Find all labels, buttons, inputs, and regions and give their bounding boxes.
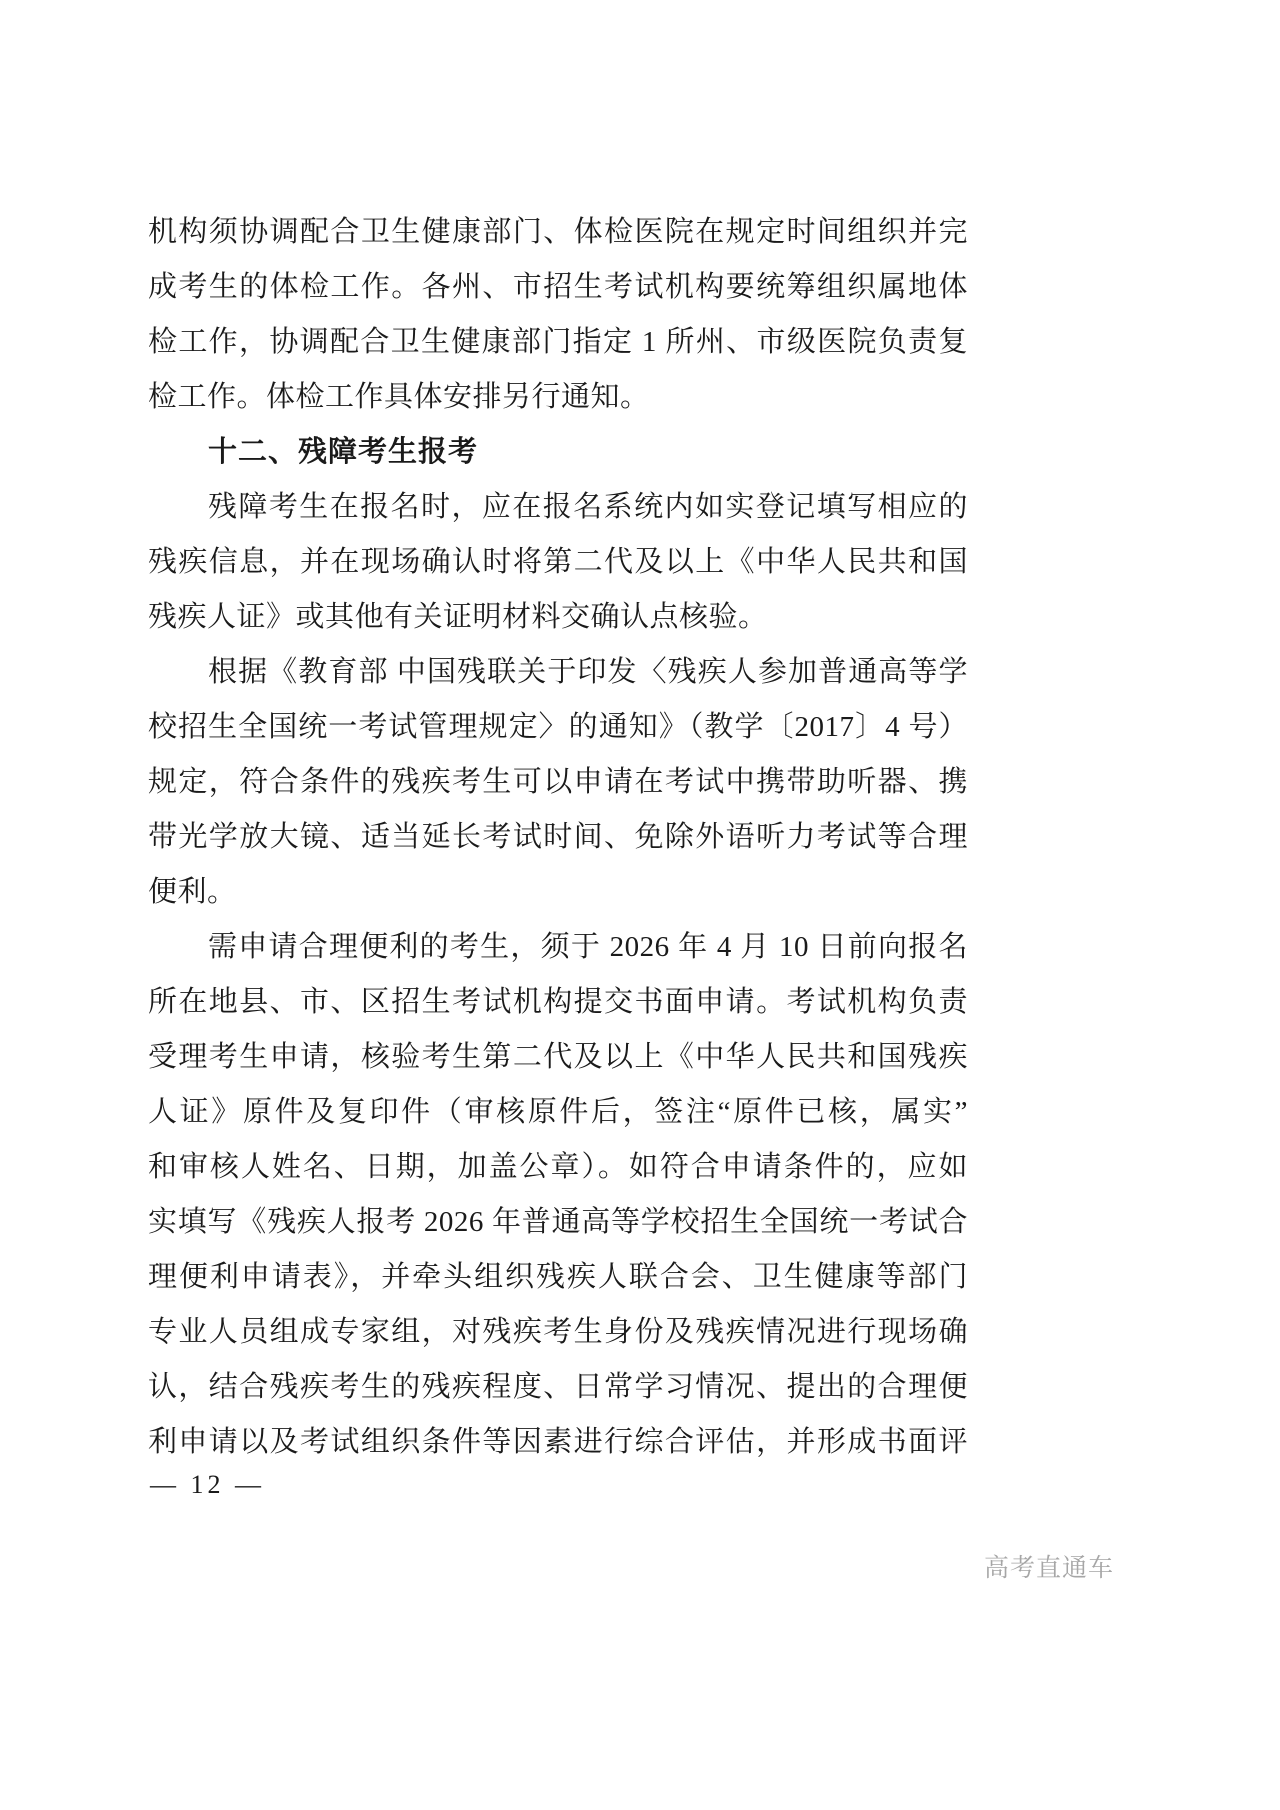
- paragraph: [148, 205, 968, 425]
- text-line: 理便利申请表》，并牵头组织残疾人联合会、卫生健康等部门: [148, 1261, 968, 1293]
- text-line: 带光学放大镜、适当延长考试时间、免除外语听力考试等合理: [148, 821, 968, 853]
- paragraph: [148, 645, 968, 920]
- text-line: 机构须协调配合卫生健康部门、体检医院在规定时间组织并完: [148, 216, 968, 248]
- text-line: 检工作，协调配合卫生健康部门指定 1 所州、市级医院负责复: [148, 326, 968, 358]
- text-line: 所在地县、市、区招生考试机构提交书面申请。考试机构负责: [148, 986, 968, 1018]
- section-heading: 十二、残障考生报考: [208, 436, 479, 468]
- text-line: 专业人员组成专家组，对残疾考生身份及残疾情况进行现场确: [148, 1316, 968, 1348]
- text-line: 残疾信息，并在现场确认时将第二代及以上《中华人民共和国: [148, 546, 968, 578]
- text-line: 认，结合残疾考生的残疾程度、日常学习情况、提出的合理便: [148, 1371, 968, 1403]
- text-line: 根据《教育部 中国残联关于印发〈残疾人参加普通高等学: [208, 656, 968, 688]
- paragraph: [148, 920, 968, 1470]
- text-line: 残疾人证》或其他有关证明材料交确认点核验。: [148, 601, 768, 633]
- text-line: 受理考生申请，核验考生第二代及以上《中华人民共和国残疾: [148, 1041, 968, 1073]
- watermark: 高考直通车: [984, 1554, 1115, 1582]
- text-line: 残障考生在报名时，应在报名系统内如实登记填写相应的: [208, 491, 968, 523]
- text-line: 人证》原件及复印件（审核原件后，签注“原件已核，属实”: [148, 1096, 968, 1128]
- text-line: 利申请以及考试组织条件等因素进行综合评估，并形成书面评: [148, 1426, 968, 1458]
- text-line: 校招生全国统一考试管理规定〉的通知》（教学〔2017〕4 号）: [148, 711, 968, 743]
- text-line: 和审核人姓名、日期，加盖公章）。如符合申请条件的，应如: [148, 1151, 968, 1183]
- paragraph: [148, 480, 968, 645]
- text-line: 规定，符合条件的残疾考生可以申请在考试中携带助听器、携: [148, 766, 968, 798]
- text-line: 便利。: [148, 876, 237, 908]
- text-line: 需申请合理便利的考生，须于 2026 年 4 月 10 日前向报名: [208, 931, 968, 963]
- document-content: [148, 205, 968, 1470]
- text-line: 实填写《残疾人报考 2026 年普通高等学校招生全国统一考试合: [148, 1206, 968, 1238]
- text-line: 检工作。体检工作具体安排另行通知。: [148, 381, 650, 413]
- page-number: — 12 —: [150, 1470, 265, 1499]
- text-line: 成考生的体检工作。各州、市招生考试机构要统筹组织属地体: [148, 271, 968, 303]
